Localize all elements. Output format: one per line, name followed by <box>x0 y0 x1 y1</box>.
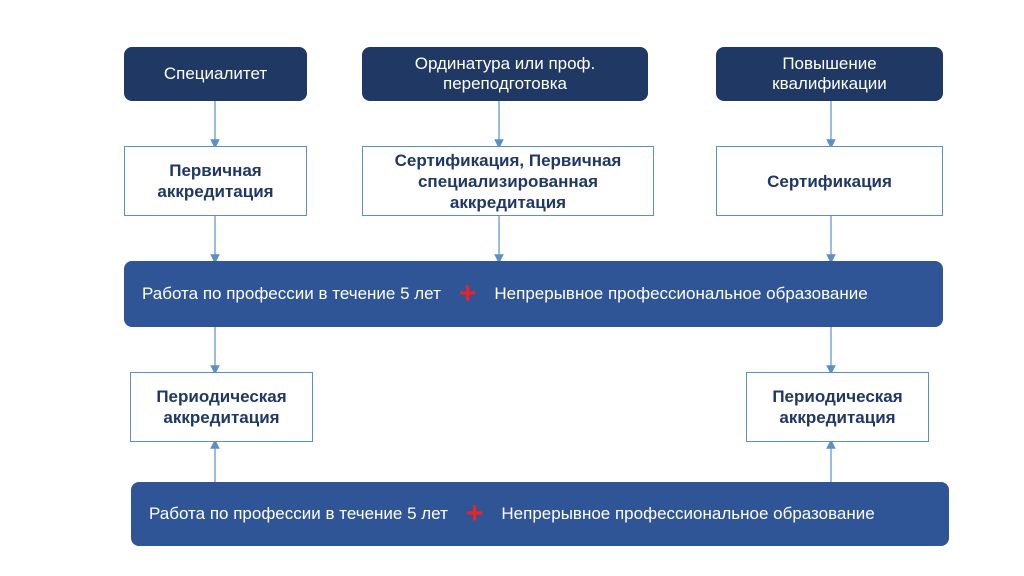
periodic-accreditation-left-box <box>130 372 313 442</box>
ordinatura-label: Ординатура или проф. переподготовка <box>414 54 596 93</box>
primary-accreditation-box <box>124 146 307 216</box>
periodic-accreditation-left-label: Периодическая аккредитация <box>156 387 287 427</box>
band1-education-text: Непрерывное профессиональное образование <box>494 284 868 303</box>
periodic-accreditation-right-box <box>746 372 929 442</box>
band1-plus-icon: + <box>458 277 477 310</box>
povyshenie-label: Повышение квалификации <box>772 54 887 93</box>
certification-box <box>716 146 943 216</box>
band2-work-text: Работа по профессии в течение 5 лет <box>149 504 448 523</box>
band1-work-text: Работа по профессии в течение 5 лет <box>142 284 441 303</box>
ordinatura-box <box>362 47 648 101</box>
certification-label: Сертификация <box>767 171 892 191</box>
certification-specialized-box <box>362 146 654 216</box>
primary-accreditation-label: Первичная аккредитация <box>157 161 274 201</box>
specialitet-box <box>124 47 307 101</box>
band2-plus-icon: + <box>465 497 484 530</box>
periodic-accreditation-right-label: Периодическая аккредитация <box>772 387 903 427</box>
work-education-band-2 <box>131 482 949 546</box>
specialitet-label: Специалитет <box>163 64 268 83</box>
work-education-band-1 <box>124 261 943 327</box>
band2-education-text: Непрерывное профессиональное образование <box>501 504 875 523</box>
povyshenie-box <box>716 47 943 101</box>
certification-specialized-label: Сертификация, Первичная специализированная аккредитация <box>394 150 622 212</box>
